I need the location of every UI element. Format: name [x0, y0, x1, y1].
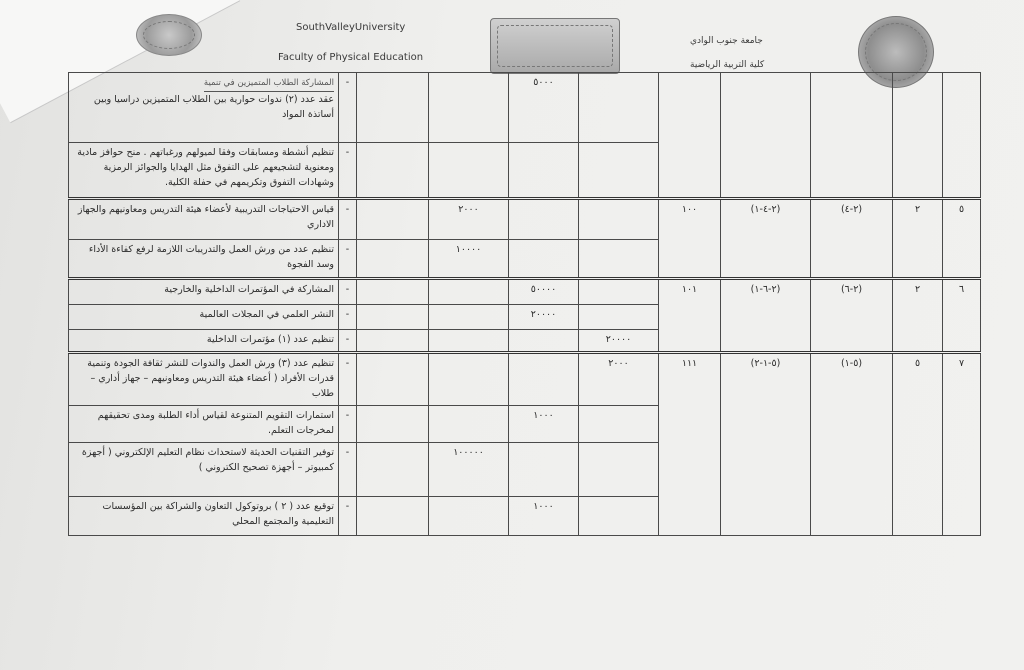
standard-cell	[893, 73, 943, 199]
budget-cell: ٢٠٠٠٠	[579, 330, 659, 353]
budget-cell	[579, 406, 659, 443]
code-cell: ١٠١	[659, 278, 721, 352]
budget-cell	[579, 142, 659, 198]
bullet-cell: -	[339, 198, 357, 239]
budget-cell	[357, 73, 429, 143]
objective-cell: (٥-١-٢)	[721, 352, 811, 535]
activity-text: المشاركة في المؤتمرات الداخلية والخارجية	[69, 278, 339, 305]
budget-cell: ١٠٠٠	[509, 496, 579, 535]
bullet-cell: -	[339, 496, 357, 535]
bullet-cell: -	[339, 278, 357, 305]
activity-text: توفير التقنيات الحديثة لاستحداث نظام التعليم الإلكتروني ( أجهزة كمبيوتر – أجهزة تصحيح الكتروني )	[69, 443, 339, 497]
goal-cell: (٢-٦)	[811, 278, 893, 352]
standard-cell: ٥	[893, 352, 943, 535]
budget-cell	[579, 496, 659, 535]
budget-cell	[357, 443, 429, 497]
row-number: ٧	[943, 352, 981, 535]
row-number	[943, 73, 981, 199]
university-logo-left	[136, 14, 202, 56]
table-row	[69, 278, 981, 305]
activity-text: النشر العلمي في المجلات العالمية	[69, 305, 339, 330]
activity-cell	[69, 73, 339, 143]
activity-text: تنظيم عدد (٣) ورش العمل والندوات للنشر ثقافة الجودة وتنمية قدرات الأفراد ( أعضاء هيئة التدريس ومعاونيهم – جهاز أداري – طلاب	[69, 352, 339, 406]
activity-text: توقيع عدد ( ٢ ) بروتوكول التعاون والشراكة بين المؤسسات التعليمية والمجتمع المحلي	[69, 496, 339, 535]
activity-text: تنظيم عدد من ورش العمل والتدريبات اللازمة لرفع كفاءة الأداء وسد الفجوة	[69, 239, 339, 278]
budget-cell	[429, 142, 509, 198]
faculty-name-ar: كلية التربية الرياضية	[690, 60, 765, 70]
goal-cell	[811, 73, 893, 199]
bullet-cell: -	[339, 305, 357, 330]
budget-cell	[579, 305, 659, 330]
budget-cell: ١٠٠٠٠	[429, 239, 509, 278]
budget-cell	[509, 198, 579, 239]
university-name-en: SouthValleyUniversity	[296, 22, 406, 33]
budget-cell	[509, 352, 579, 406]
budget-cell: ٢٠٠٠	[579, 352, 659, 406]
university-name-ar: جامعة جنوب الوادي	[690, 36, 763, 46]
budget-cell	[579, 239, 659, 278]
bullet-cell: -	[339, 142, 357, 198]
budget-cell	[509, 239, 579, 278]
budget-cell	[429, 278, 509, 305]
activity-text: تنظيم عدد (١) مؤتمرات الداخلية	[69, 330, 339, 353]
budget-cell	[429, 496, 509, 535]
budget-cell	[429, 73, 509, 143]
bullet-cell: -	[339, 406, 357, 443]
budget-cell	[509, 330, 579, 353]
budget-cell: ٢٠٠٠	[429, 198, 509, 239]
budget-cell: ١٠٠٠٠٠	[429, 443, 509, 497]
bullet-cell: -	[339, 330, 357, 353]
objective-cell: (٢-٤-١)	[721, 198, 811, 278]
table-row	[69, 198, 981, 239]
budget-cell	[357, 198, 429, 239]
budget-cell	[357, 352, 429, 406]
faculty-emblem	[490, 18, 620, 74]
code-cell: ١٠٠	[659, 198, 721, 278]
budget-cell	[579, 73, 659, 143]
goal-cell: (٢-٤)	[811, 198, 893, 278]
budget-cell	[357, 330, 429, 353]
code-cell	[659, 73, 721, 199]
budget-cell	[429, 406, 509, 443]
activity-text: استمارات التقويم المتنوعة لقياس أداء الطلبة ومدى تحقيقهم لمخرجات التعلم.	[69, 406, 339, 443]
bullet-cell: -	[339, 73, 357, 143]
activity-text: عقد عدد (٢) ندوات حوارية بين الطلاب المتميزين دراسيا وبين أساتذة المواد	[93, 94, 334, 120]
objective-cell: (٢-٦-١)	[721, 278, 811, 352]
bullet-cell: -	[339, 352, 357, 406]
faculty-name-en: Faculty of Physical Education	[278, 52, 424, 63]
activity-text: تنظيم أنشطة ومسابقات وفقا لميولهم ورغباتهم . منح حوافز مادية ومعنوية لتشجيعهم على التفوق مثل الهدايا والجوائز الرمزية وشهادات التفوق وتكريمهم في حفلة الكلية.	[69, 142, 339, 198]
section-heading: المشاركة الطلاب المتميزين في تنمية	[204, 76, 334, 92]
row-number: ٦	[943, 278, 981, 352]
code-cell: ١١١	[659, 352, 721, 535]
budget-cell	[579, 278, 659, 305]
budget-cell: ٥٠٠٠	[509, 73, 579, 143]
budget-cell	[429, 305, 509, 330]
objective-cell	[721, 73, 811, 199]
budget-cell	[509, 142, 579, 198]
row-number: ٥	[943, 198, 981, 278]
budget-cell	[509, 443, 579, 497]
activity-text: قياس الاحتياجات التدريبية لأعضاء هيئة التدريس ومعاونيهم والجهاز الاداري	[69, 198, 339, 239]
budget-cell	[579, 198, 659, 239]
standard-cell: ٢	[893, 198, 943, 278]
budget-cell	[429, 330, 509, 353]
goal-cell: (٥-١)	[811, 352, 893, 535]
table-row	[69, 73, 981, 143]
budget-cell: ٢٠٠٠٠	[509, 305, 579, 330]
plan-table	[68, 72, 981, 536]
budget-cell	[357, 406, 429, 443]
budget-cell: ٥٠٠٠٠	[509, 278, 579, 305]
budget-cell: ١٠٠٠	[509, 406, 579, 443]
budget-cell	[579, 443, 659, 497]
bullet-cell: -	[339, 443, 357, 497]
budget-cell	[357, 496, 429, 535]
budget-cell	[429, 352, 509, 406]
budget-cell	[357, 278, 429, 305]
bullet-cell: -	[339, 239, 357, 278]
standard-cell: ٢	[893, 278, 943, 352]
table-row	[69, 352, 981, 406]
budget-cell	[357, 142, 429, 198]
budget-cell	[357, 305, 429, 330]
budget-cell	[357, 239, 429, 278]
